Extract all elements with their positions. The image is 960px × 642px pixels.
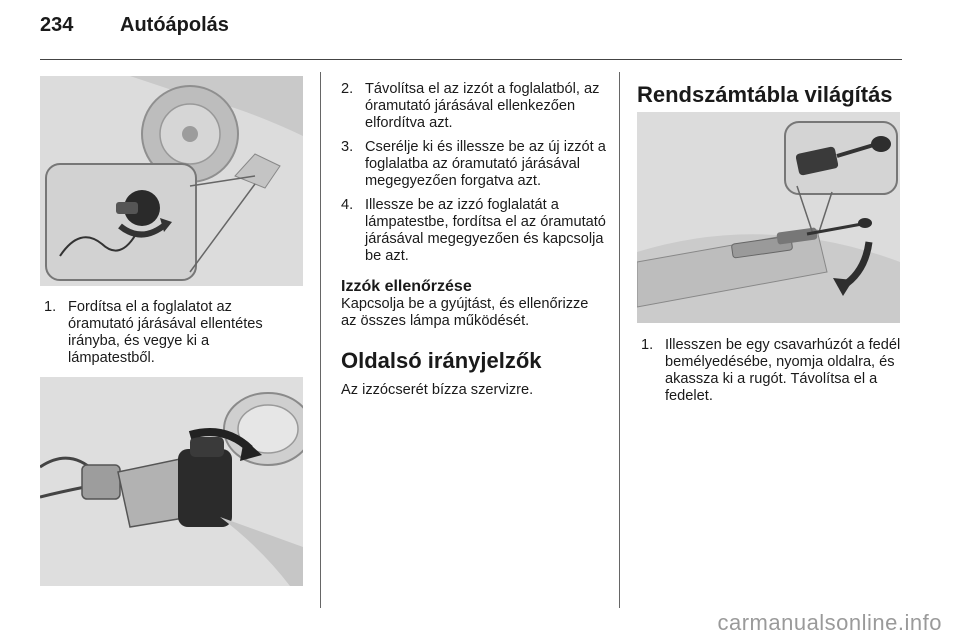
step-number: 1.: [44, 299, 57, 315]
step-item: [341, 81, 607, 132]
right-column: [637, 76, 903, 116]
column-divider-2: [619, 72, 620, 608]
step-text: Távolítsa el az izzót a foglalatból, az óramutató járásával ellenkezően elfordítva azt.: [365, 81, 600, 131]
step-number: 4.: [341, 197, 354, 213]
column-divider-1: [320, 72, 321, 608]
step-text: Illesszen be egy csavarhúzót a fedél bemélyedésébe, nyomja oldalra, és akassza ki a rugót. Távolítsa el a fedelet.: [665, 337, 901, 404]
middle-column: [341, 81, 607, 399]
step-number: 3.: [341, 139, 354, 155]
step-item: [641, 337, 903, 405]
step-text: Fordítsa el a foglalatot az óramutató járásával ellentétes irányba, és vegye ki a lámpatestből.: [68, 299, 263, 366]
left-column: [44, 299, 296, 374]
page-title: Autóápolás: [120, 14, 229, 36]
figure-license-plate-light: [637, 112, 900, 323]
side-indicators-heading: Oldalsó irányjelzők: [341, 348, 542, 373]
step-number: 1.: [641, 337, 654, 353]
bulb-socket-illustration: [40, 377, 303, 586]
step-number: 2.: [341, 81, 354, 97]
step-item: [341, 139, 607, 190]
step-item: [341, 197, 607, 265]
right-step-list: [641, 337, 903, 405]
right-column-steps: [641, 337, 903, 412]
header-rule: [40, 59, 902, 60]
page-number: 234: [40, 14, 74, 36]
watermark: carmanualsonline.info: [717, 610, 942, 635]
step-text: Illessze be az izzó foglalatát a lámpatestbe, fordítsa el az óramutató járásával megegyezően és kapcsolja be azt.: [365, 197, 606, 264]
bulb-check-text: Kapcsolja be a gyújtást, és ellenőrizze az összes lámpa működését.: [341, 296, 589, 329]
left-step-list: [44, 299, 296, 367]
step-item: [44, 299, 296, 367]
figure-bulb-socket: [40, 377, 303, 586]
middle-step-list: [341, 81, 607, 265]
license-plate-light-heading: Rendszámtábla világítás: [637, 82, 893, 107]
bulb-check-heading: Izzók ellenőrzése: [341, 278, 472, 295]
figure-rear-lamp-socket: [40, 76, 303, 286]
step-text: Cserélje ki és illessze be az új izzót a foglalatba az óramutató járásával megegyezően forgatva azt.: [365, 139, 606, 189]
side-indicators-text: Az izzócserét bízza szervizre.: [341, 382, 534, 398]
license-plate-light-illustration: [637, 112, 900, 323]
rear-lamp-illustration: [40, 76, 303, 286]
